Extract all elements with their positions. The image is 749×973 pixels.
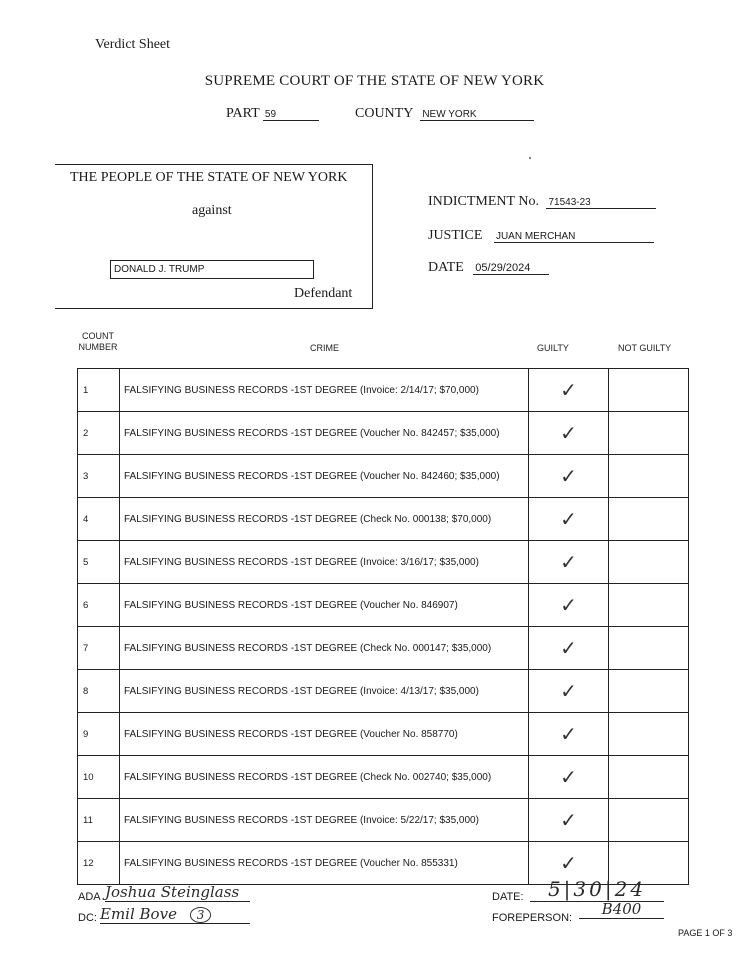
count-row bbox=[78, 627, 689, 670]
page-number: PAGE 1 OF 3 bbox=[678, 928, 733, 938]
count-number: 1 bbox=[78, 369, 120, 412]
check-mark-icon: ✓ bbox=[560, 679, 577, 703]
county-row bbox=[355, 106, 534, 122]
ada-signature: Joshua Steinglass bbox=[105, 883, 250, 902]
crime-description: FALSIFYING BUSINESS RECORDS -1ST DEGREE (Check No. 002740; $35,000) bbox=[120, 756, 529, 799]
not-guilty-cell bbox=[609, 541, 689, 584]
not-guilty-cell bbox=[609, 627, 689, 670]
guilty-cell bbox=[529, 799, 609, 842]
stray-dot bbox=[529, 157, 531, 159]
count-number: 9 bbox=[78, 713, 120, 756]
part-field: 59 bbox=[263, 109, 319, 121]
caption-border-top bbox=[55, 164, 373, 165]
count-number: 10 bbox=[78, 756, 120, 799]
crime-description: FALSIFYING BUSINESS RECORDS -1ST DEGREE (Voucher No. 858770) bbox=[120, 713, 529, 756]
count-row bbox=[78, 498, 689, 541]
check-mark-icon: ✓ bbox=[560, 464, 577, 488]
verdict-date-label: DATE: bbox=[492, 891, 524, 903]
crime-description: FALSIFYING BUSINESS RECORDS -1ST DEGREE (Voucher No. 842460; $35,000) bbox=[120, 455, 529, 498]
check-mark-icon: ✓ bbox=[560, 378, 577, 402]
not-guilty-cell bbox=[609, 756, 689, 799]
dc-signature-line bbox=[100, 905, 250, 924]
counts-table bbox=[77, 368, 689, 885]
not-guilty-cell bbox=[609, 713, 689, 756]
count-number: 7 bbox=[78, 627, 120, 670]
check-mark-icon: ✓ bbox=[560, 765, 577, 789]
guilty-cell bbox=[529, 756, 609, 799]
justice-row bbox=[428, 228, 654, 244]
count-row bbox=[78, 541, 689, 584]
caption-border-bottom bbox=[55, 308, 373, 309]
date-label: DATE bbox=[428, 260, 464, 275]
part-label: PART bbox=[226, 106, 260, 121]
indictment-row bbox=[428, 194, 656, 210]
count-number: 5 bbox=[78, 541, 120, 584]
not-guilty-cell bbox=[609, 498, 689, 541]
guilty-cell bbox=[529, 627, 609, 670]
check-mark-icon: ✓ bbox=[560, 722, 577, 746]
count-number: 11 bbox=[78, 799, 120, 842]
count-row bbox=[78, 799, 689, 842]
not-guilty-cell bbox=[609, 799, 689, 842]
guilty-cell bbox=[529, 670, 609, 713]
foreperson-signature: B400 bbox=[579, 900, 664, 919]
foreperson-label: FOREPERSON: bbox=[492, 912, 573, 924]
count-row bbox=[78, 455, 689, 498]
date-row bbox=[428, 260, 549, 276]
indictment-label: INDICTMENT No. bbox=[428, 194, 539, 209]
against-label: against bbox=[192, 203, 232, 218]
count-row bbox=[78, 670, 689, 713]
caption-border-right bbox=[372, 164, 373, 309]
counts-table-body bbox=[78, 369, 689, 885]
count-number: 4 bbox=[78, 498, 120, 541]
guilty-cell bbox=[529, 541, 609, 584]
case-date: 05/29/2024 bbox=[473, 262, 549, 275]
county-field: NEW YORK bbox=[420, 109, 534, 121]
count-row bbox=[78, 412, 689, 455]
guilty-cell bbox=[529, 455, 609, 498]
crime-description: FALSIFYING BUSINESS RECORDS -1ST DEGREE (Voucher No. 846907) bbox=[120, 584, 529, 627]
guilty-cell bbox=[529, 713, 609, 756]
count-row bbox=[78, 369, 689, 412]
check-mark-icon: ✓ bbox=[560, 851, 577, 875]
ada-label: ADA bbox=[78, 891, 101, 903]
check-mark-icon: ✓ bbox=[560, 550, 577, 574]
crime-description: FALSIFYING BUSINESS RECORDS -1ST DEGREE (Invoice: 2/14/17; $70,000) bbox=[120, 369, 529, 412]
check-mark-icon: ✓ bbox=[560, 421, 577, 445]
sheet-title: Verdict Sheet bbox=[95, 37, 171, 52]
count-row bbox=[78, 713, 689, 756]
not-guilty-cell bbox=[609, 455, 689, 498]
crime-header: CRIME bbox=[310, 343, 339, 353]
not-guilty-cell bbox=[609, 584, 689, 627]
count-row bbox=[78, 584, 689, 627]
count-number: 6 bbox=[78, 584, 120, 627]
defendant-label: Defendant bbox=[294, 286, 353, 301]
not-guilty-cell bbox=[609, 670, 689, 713]
guilty-cell bbox=[529, 498, 609, 541]
crime-description: FALSIFYING BUSINESS RECORDS -1ST DEGREE (Invoice: 5/22/17; $35,000) bbox=[120, 799, 529, 842]
crime-description: FALSIFYING BUSINESS RECORDS -1ST DEGREE (Check No. 000138; $70,000) bbox=[120, 498, 529, 541]
count-row bbox=[78, 756, 689, 799]
justice-name: JUAN MERCHAN bbox=[494, 231, 654, 243]
crime-description: FALSIFYING BUSINESS RECORDS -1ST DEGREE (Voucher No. 842457; $35,000) bbox=[120, 412, 529, 455]
guilty-header: GUILTY bbox=[537, 343, 569, 353]
guilty-cell bbox=[529, 369, 609, 412]
count-number: 8 bbox=[78, 670, 120, 713]
count-number: 12 bbox=[78, 842, 120, 885]
not-guilty-header: NOT GUILTY bbox=[618, 343, 672, 353]
guilty-cell bbox=[529, 584, 609, 627]
crime-description: FALSIFYING BUSINESS RECORDS -1ST DEGREE (Voucher No. 855331) bbox=[120, 842, 529, 885]
part-row bbox=[226, 106, 319, 122]
justice-label: JUSTICE bbox=[428, 228, 483, 243]
count-number-header-text: COUNT NUMBER bbox=[78, 331, 118, 352]
crime-description: FALSIFYING BUSINESS RECORDS -1ST DEGREE (Invoice: 4/13/17; $35,000) bbox=[120, 670, 529, 713]
county-label: COUNTY bbox=[355, 106, 413, 121]
dc-label: DC: bbox=[78, 912, 97, 924]
defendant-name: DONALD J. TRUMP bbox=[114, 264, 205, 275]
guilty-cell bbox=[529, 412, 609, 455]
not-guilty-cell bbox=[609, 369, 689, 412]
count-number: 2 bbox=[78, 412, 120, 455]
indictment-number: 71543-23 bbox=[546, 197, 656, 209]
check-mark-icon: ✓ bbox=[560, 808, 577, 832]
count-number-header bbox=[78, 331, 118, 353]
people-title: THE PEOPLE OF THE STATE OF NEW YORK bbox=[70, 170, 348, 185]
count-number: 3 bbox=[78, 455, 120, 498]
court-title: SUPREME COURT OF THE STATE OF NEW YORK bbox=[204, 73, 545, 89]
not-guilty-cell bbox=[609, 412, 689, 455]
crime-description: FALSIFYING BUSINESS RECORDS -1ST DEGREE (Check No. 000147; $35,000) bbox=[120, 627, 529, 670]
dc-signature: Emil Bove bbox=[100, 905, 177, 923]
check-mark-icon: ✓ bbox=[560, 636, 577, 660]
check-mark-icon: ✓ bbox=[560, 507, 577, 531]
crime-description: FALSIFYING BUSINESS RECORDS -1ST DEGREE (Invoice: 3/16/17; $35,000) bbox=[120, 541, 529, 584]
check-mark-icon: ✓ bbox=[560, 593, 577, 617]
verdict-date-value: 5|30|24 bbox=[530, 877, 664, 902]
dc-circled-mark: 3 bbox=[190, 907, 212, 923]
